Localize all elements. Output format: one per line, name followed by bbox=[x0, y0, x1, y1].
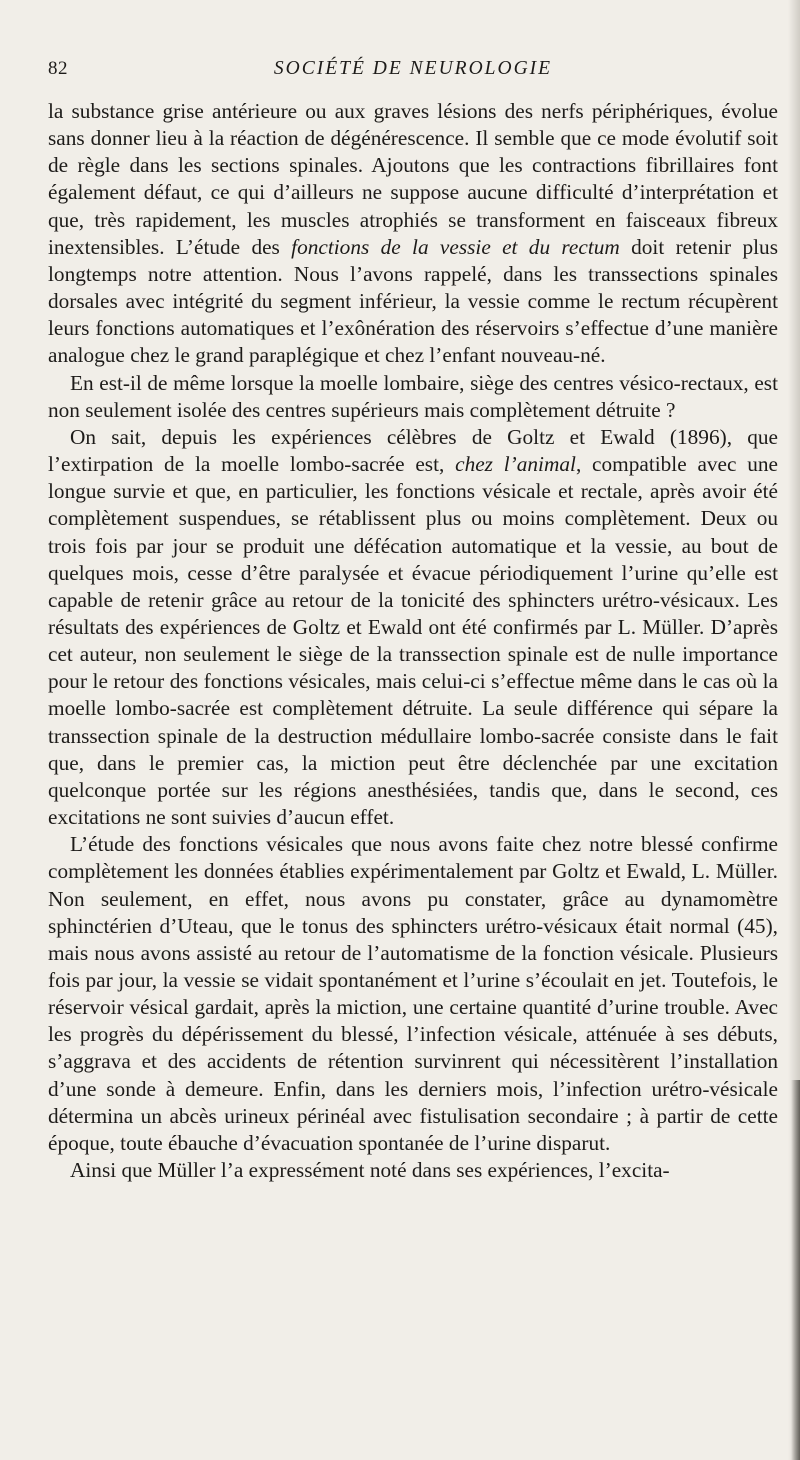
paragraph bbox=[48, 424, 778, 831]
text-run: Ainsi que Müller l’a expressément noté dans ses expériences, l’excita- bbox=[70, 1158, 670, 1183]
text-run: la substance grise antérieure ou aux graves lésions des nerfs périphériques, évolue sans donner lieu à la réaction de dégénérescence. Il semble que ce mode évolutif soit de règle dans les sections spinales. Ajoutons que les contractions fibrillaires font également défaut, ce qui d’ailleurs ne suppose aucune difficulté d’interprétation et que, très rapidement, les muscles atrophiés se transforment en faisceaux fibreux inextensibles. L’étude des bbox=[48, 99, 778, 259]
text-run: , compatible avec une longue survie et que, en particulier, les fonctions vésicale et rectale, après avoir été complètement suspendues, se rétablissent plus ou moins complètement. Deux ou trois fois par jour se produit une défécation automatique et la vessie, au bout de quelques mois, cesse d’être paralysée et évacue périodiquement l’urine qu’elle est capable de retenir grâce au retour de la tonicité des sphincters urétro-vésicaux. Les résultats des expériences de Goltz et Ewald ont été confirmés par L. Müller. D’après cet auteur, non seulement le siège de la transsection spinale est de nulle importance pour le retour des fonctions vésicales, mais celui-ci s’effectue même dans le cas où la moelle lombo-sacrée est complètement détruite. La seule différence qui sépare la transsection spinale de la destruction médullaire lombo-sacrée consiste dans le fait que, dans le premier cas, la miction peut être déclenchée par une excitation quelconque portée sur les régions anesthésiées, tandis que, dans le second, ces excitations ne sont suivies d’aucun effet. bbox=[48, 452, 779, 830]
text-run: L’étude des fonctions vésicales que nous avons faite chez notre blessé confirme complètement les données établies expérimentalement par Goltz et Ewald, L. Müller. Non seulement, en effet, nous avons pu constater, grâce au dynamomètre sphinctérien d’Uteau, que le tonus des sphincters urétro-vésicaux était normal (45), mais nous avons assisté au retour de l’automatisme de la fonction vésicale. Plusieurs fois par jour, la vessie se vidait spontanément et l’urine s’écoulait en jet. Toutefois, le réservoir vésical gardait, après la miction, une certaine quantité d’urine trouble. Avec les progrès du dépérissement du blessé, l’infection vésicale, atténuée à ses débuts, s’aggrava et des accidents de rétention survinrent qui nécessitèrent l’installation d’une sonde à demeure. Enfin, dans les derniers mois, l’infection urétro-vésicale détermina un abcès urineux périnéal avec fistulisation secondaire ; à partir de cette époque, toute ébauche d’évacuation spontanée de l’urine disparut. bbox=[48, 832, 778, 1155]
paragraph bbox=[48, 98, 778, 370]
page-edge-shadow-dark bbox=[791, 1080, 800, 1460]
page-header bbox=[48, 58, 778, 86]
paragraph bbox=[48, 370, 778, 424]
text-run: doit retenir plus longtemps notre attention. Nous l’avons rappelé, dans les transsections spinales dorsales avec intégrité du segment inférieur, la vessie comme le rectum récupèrent leurs fonctions automatiques et l’exônération des réservoirs s’effectue d’une manière analogue chez le grand paraplégique et chez l’enfant nouveau-né. bbox=[48, 234, 778, 368]
italic-text: fonctions de la vessie et du rectum bbox=[291, 234, 620, 259]
body-text bbox=[48, 98, 778, 1184]
page-number: 82 bbox=[48, 58, 68, 79]
running-title: SOCIÉTÉ DE NEUROLOGIE bbox=[273, 58, 553, 79]
text-run: On sait, depuis les expériences célèbres de Goltz et Ewald (1896), que l’extirpation de la moelle lombo-sacrée est, bbox=[48, 424, 778, 477]
text-run: En est-il de même lorsque la moelle lombaire, siège des centres vésico-rectaux, est non seulement isolée des centres supérieurs mais complètement détruite ? bbox=[48, 370, 778, 422]
paragraph bbox=[48, 1157, 778, 1184]
italic-text: chez l’animal bbox=[455, 452, 576, 477]
paragraph bbox=[48, 831, 778, 1157]
